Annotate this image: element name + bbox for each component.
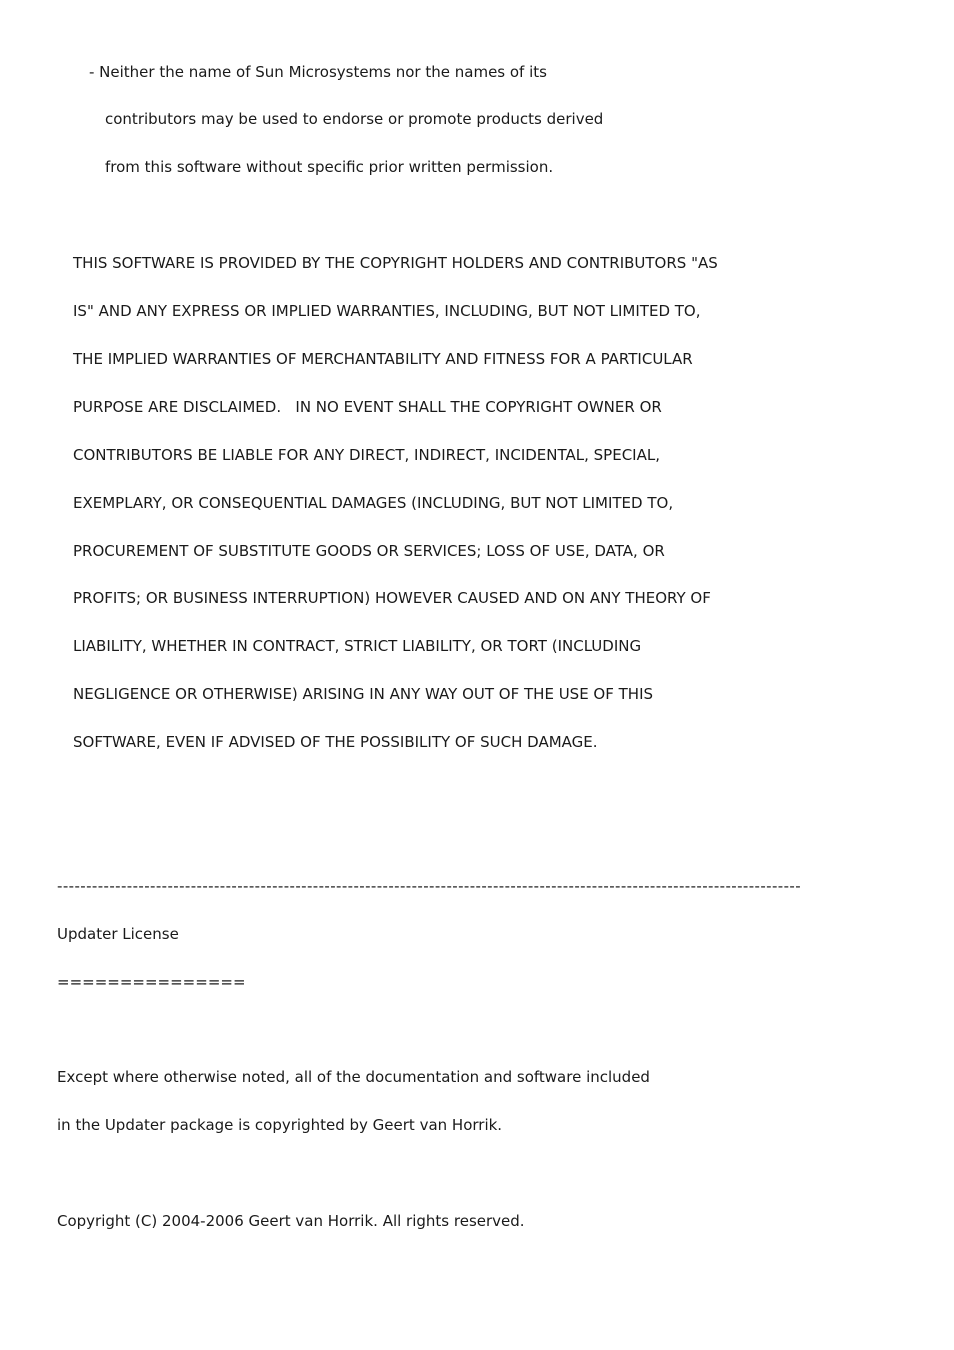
disclaimer-line: CONTRIBUTORS BE LIABLE FOR ANY DIRECT, INDIRECT, INCIDENTAL, SPECIAL, [73, 446, 660, 464]
disclaimer-line: SOFTWARE, EVEN IF ADVISED OF THE POSSIBILITY OF SUCH DAMAGE. [73, 733, 598, 751]
disclaimer-line: EXEMPLARY, OR CONSEQUENTIAL DAMAGES (INCLUDING, BUT NOT LIMITED TO, [73, 494, 674, 512]
disclaimer-line: THE IMPLIED WARRANTIES OF MERCHANTABILITY AND FITNESS FOR A PARTICULAR [73, 350, 693, 368]
section-separator: -------------------------------------------------------------------------------------------------------------------------------- [57, 877, 802, 895]
sun-clause-line-2: contributors may be used to endorse or promote products derived [105, 110, 604, 128]
disclaimer-line: PURPOSE ARE DISCLAIMED. IN NO EVENT SHALL THE COPYRIGHT OWNER OR [73, 398, 662, 416]
disclaimer-line: PROFITS; OR BUSINESS INTERRUPTION) HOWEVER CAUSED AND ON ANY THEORY OF [73, 589, 711, 607]
copyright-notice: Copyright (C) 2004-2006 Geert van Horrik. All rights reserved. [57, 1212, 525, 1230]
updater-paragraph-line-1: Except where otherwise noted, all of the documentation and software included [57, 1068, 650, 1086]
disclaimer-line: NEGLIGENCE OR OTHERWISE) ARISING IN ANY WAY OUT OF THE USE OF THIS [73, 685, 654, 703]
disclaimer-line: IS" AND ANY EXPRESS OR IMPLIED WARRANTIES, INCLUDING, BUT NOT LIMITED TO, [73, 302, 701, 320]
section-title-underline: =============== [57, 973, 246, 991]
disclaimer-line: THIS SOFTWARE IS PROVIDED BY THE COPYRIGHT HOLDERS AND CONTRIBUTORS "AS [73, 254, 718, 272]
disclaimer-line: LIABILITY, WHETHER IN CONTRACT, STRICT LIABILITY, OR TORT (INCLUDING [73, 637, 642, 655]
section-title: Updater License [57, 925, 179, 943]
disclaimer-line: PROCUREMENT OF SUBSTITUTE GOODS OR SERVICES; LOSS OF USE, DATA, OR [73, 542, 665, 560]
sun-clause-line-3: from this software without specific prior written permission. [105, 158, 554, 176]
updater-paragraph-line-2: in the Updater package is copyrighted by Geert van Horrik. [57, 1116, 503, 1134]
sun-clause-line-1: - Neither the name of Sun Microsystems nor the names of its [89, 63, 547, 81]
